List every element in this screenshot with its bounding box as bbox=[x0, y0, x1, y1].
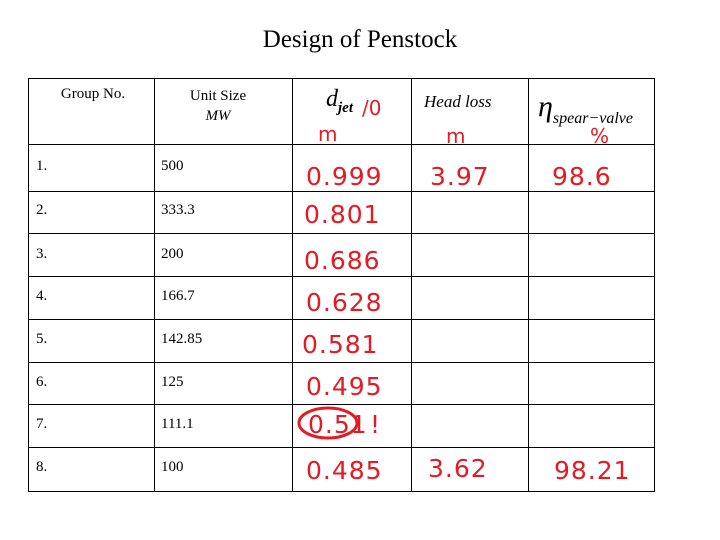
eta-unit-handwritten: % bbox=[590, 124, 610, 148]
header-eta-symbol: η bbox=[538, 90, 553, 123]
djet-unit-top-handwritten: /0 bbox=[362, 96, 382, 120]
row2-group: 2. bbox=[36, 202, 48, 218]
column-divider bbox=[411, 78, 412, 492]
row5-group: 5. bbox=[36, 331, 48, 347]
page-title: Design of Penstock bbox=[262, 26, 458, 53]
row-divider bbox=[28, 276, 655, 277]
row8-head-loss-handwritten: 3.62 bbox=[428, 454, 488, 483]
row2-unit-size: 333.3 bbox=[161, 202, 195, 218]
head-loss-unit-handwritten: m bbox=[446, 124, 466, 148]
header-unit-size bbox=[160, 86, 276, 126]
row4-group: 4. bbox=[36, 288, 48, 304]
row3-group: 3. bbox=[36, 246, 48, 262]
row8-eta-handwritten: 98.21 bbox=[554, 456, 631, 485]
row7-exclamation-mark: ! bbox=[370, 410, 382, 439]
row1-unit-size: 500 bbox=[161, 158, 184, 174]
header-djet bbox=[326, 86, 353, 117]
row6-group: 6. bbox=[36, 374, 48, 390]
row8-djet-handwritten: 0.485 bbox=[306, 456, 383, 485]
row1-head-loss-handwritten: 3.97 bbox=[430, 162, 490, 191]
column-divider bbox=[154, 78, 155, 492]
row-divider bbox=[28, 233, 655, 234]
row3-unit-size: 200 bbox=[161, 246, 184, 262]
row5-unit-size: 142.85 bbox=[161, 331, 203, 347]
column-divider bbox=[528, 78, 529, 492]
row4-unit-size: 166.7 bbox=[161, 288, 195, 304]
header-unit-size-unit: MW bbox=[205, 108, 231, 124]
table-border-bottom bbox=[28, 491, 655, 492]
row1-djet-handwritten: 0.999 bbox=[306, 162, 383, 191]
row3-djet-handwritten: 0.686 bbox=[304, 246, 381, 275]
table-border-left bbox=[28, 78, 29, 492]
row6-djet-handwritten: 0.495 bbox=[306, 372, 383, 401]
row8-unit-size: 100 bbox=[161, 459, 184, 475]
row1-group: 1. bbox=[36, 158, 48, 174]
header-eta-subscript: spear−valve bbox=[552, 110, 633, 127]
table-border-top bbox=[28, 78, 655, 79]
row2-djet-handwritten: 0.801 bbox=[304, 200, 381, 229]
row5-djet-handwritten: 0.581 bbox=[302, 330, 379, 359]
row-divider bbox=[28, 191, 655, 192]
column-divider bbox=[292, 78, 293, 492]
row-divider bbox=[28, 144, 655, 145]
row-divider bbox=[28, 319, 655, 320]
row4-djet-handwritten: 0.628 bbox=[306, 288, 383, 317]
djet-unit-handwritten: m bbox=[318, 122, 338, 146]
header-head-loss: Head loss bbox=[424, 92, 492, 111]
row7-unit-size: 111.1 bbox=[161, 416, 194, 432]
row6-unit-size: 125 bbox=[161, 374, 184, 390]
row-divider bbox=[28, 362, 655, 363]
header-group-no: Group No. bbox=[60, 86, 126, 102]
header-eta-spear-valve bbox=[538, 92, 633, 134]
header-djet-subscript: jet bbox=[338, 99, 353, 116]
row7-group: 7. bbox=[36, 416, 48, 432]
row7-djet-handwritten: 0.51 bbox=[308, 410, 368, 439]
header-djet-symbol: d bbox=[326, 86, 338, 112]
table-border-right bbox=[654, 78, 655, 492]
row1-eta-handwritten: 98.6 bbox=[552, 162, 612, 191]
header-unit-size-label: Unit Size bbox=[189, 88, 247, 104]
row-divider bbox=[28, 447, 655, 448]
row8-group: 8. bbox=[36, 459, 48, 475]
